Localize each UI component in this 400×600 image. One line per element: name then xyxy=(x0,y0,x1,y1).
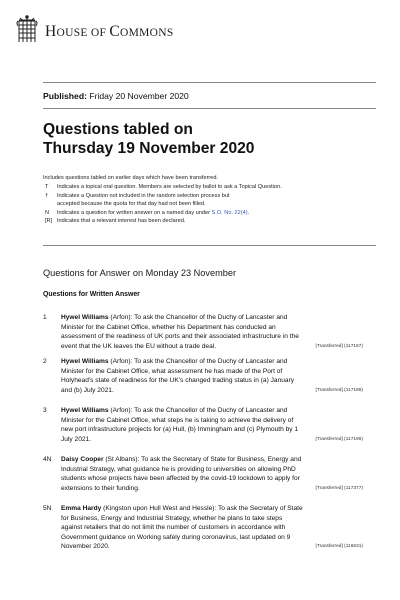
question-body: Hywel Williams (Arfon): To ask the Chancellor of the Duchy of Lancaster and Minister for the Cabinet Office, whether his Department has conducted an assessment of the readiness of UK ports and their associated infrastructure in the event that the UK leaves the EU without a trade deal. [Transferred] (117187) xyxy=(61,314,363,350)
transferred-tag: [Transferred] (117188) xyxy=(315,387,363,393)
question-body: Emma Hardy (Kingston upon Hull West and Hessle): To ask the Secretary of State for Business, Energy and Industrial Strategy, whether he plans to take steps against retailers that do not limit the number of customers in accordance with Government guidance on Working safely during coronavirus, last updated on 9 November 2020. [Transferred] (116631) xyxy=(61,505,363,551)
key-text: Indicates that a relevant interest has been declared. xyxy=(57,218,186,225)
member-name: Hywel Williams xyxy=(61,358,109,365)
key-row-topical xyxy=(43,183,373,191)
top-divider xyxy=(43,82,376,83)
key-row-not-random-cont xyxy=(43,200,373,208)
key-row-interest xyxy=(43,217,373,225)
portcullis-logo-icon xyxy=(16,14,38,44)
transferred-tag: [Transferred] (116631) xyxy=(315,544,363,550)
key-row-not-random xyxy=(43,192,373,200)
key-row-named-day xyxy=(43,209,373,217)
key-intro: Includes questions tabled on earlier days which have been transferred. xyxy=(43,175,219,181)
question-number: 5N xyxy=(43,505,52,512)
standing-order-link[interactable]: S.O. No. 22(4) xyxy=(211,209,248,216)
key-symbol: [R] xyxy=(45,218,53,225)
page-title xyxy=(43,121,254,158)
key-text-after: . xyxy=(247,209,250,216)
section-divider xyxy=(43,245,376,246)
member-name: Hywel Williams xyxy=(61,407,109,414)
question-number: 1 xyxy=(43,314,47,321)
key-text: Indicates a topical oral question. Members are selected by ballot to ask a Topical Question. xyxy=(57,184,282,191)
title-line-2: Thursday 19 November 2020 xyxy=(43,139,255,157)
key-text: Indicates a question for written answer on a named day under xyxy=(57,209,212,216)
question-number: 3 xyxy=(43,407,47,414)
transferred-tag: [Transferred] (117186) xyxy=(315,436,363,442)
member-name: Daisy Cooper xyxy=(61,456,104,463)
key-symbol: T xyxy=(45,184,49,191)
published-label: Published: xyxy=(43,91,87,101)
question-number: 2 xyxy=(43,358,47,365)
published-divider xyxy=(43,108,376,109)
key-text: accepted because the quota for that day had not been filled. xyxy=(57,201,206,208)
published-date: Friday 20 November 2020 xyxy=(89,91,189,101)
symbol-key xyxy=(43,174,373,225)
question-body: Hywel Williams (Arfon): To ask the Chancellor of the Duchy of Lancaster and Minister for the Cabinet Office, what assessment he has made of the Port of Holyhead's state of readiness for the UK's changed trading status in (a) January and (b) July 2021. [Transferred] (117188) xyxy=(61,358,363,394)
page-header xyxy=(16,14,396,54)
transferred-tag: [Transferred] (117187) xyxy=(315,343,363,349)
question-body: Daisy Cooper (St Albans): To ask the Secretary of State for Business, Energy and Industrial Strategy, what guidance he is providing to universities on allowing PhD students whose projects have been affected by the covid-19 lockdown to apply for extensions to their funding. [Transferred] (117377) xyxy=(61,456,363,492)
question-number: 4N xyxy=(43,456,52,463)
member-name: Hywel Williams xyxy=(61,314,109,321)
house-name: HOUSE OF COMMONS xyxy=(45,23,174,40)
section-subheading: Questions for Written Answer xyxy=(43,291,140,298)
transferred-tag: [Transferred] (117377) xyxy=(315,485,363,491)
key-symbol: N xyxy=(45,209,50,216)
member-name: Emma Hardy xyxy=(61,505,102,512)
section-heading: Questions for Answer on Monday 23 November xyxy=(43,268,237,278)
key-text: Indicates a Question not included in the random selection process but xyxy=(57,192,230,199)
published-line xyxy=(43,91,189,101)
question-body: Hywel Williams (Arfon): To ask the Chancellor of the Duchy of Lancaster and Minister for the Cabinet Office, what steps he is taking to achieve the delivery of new port infrastructure projects for (a) Hull, (b) Immingham and (c) Plymouth by 1 July 2021. [Transferred] (117186) xyxy=(61,407,363,443)
key-symbol: † xyxy=(45,192,49,199)
title-line-1: Questions tabled on xyxy=(43,121,193,138)
